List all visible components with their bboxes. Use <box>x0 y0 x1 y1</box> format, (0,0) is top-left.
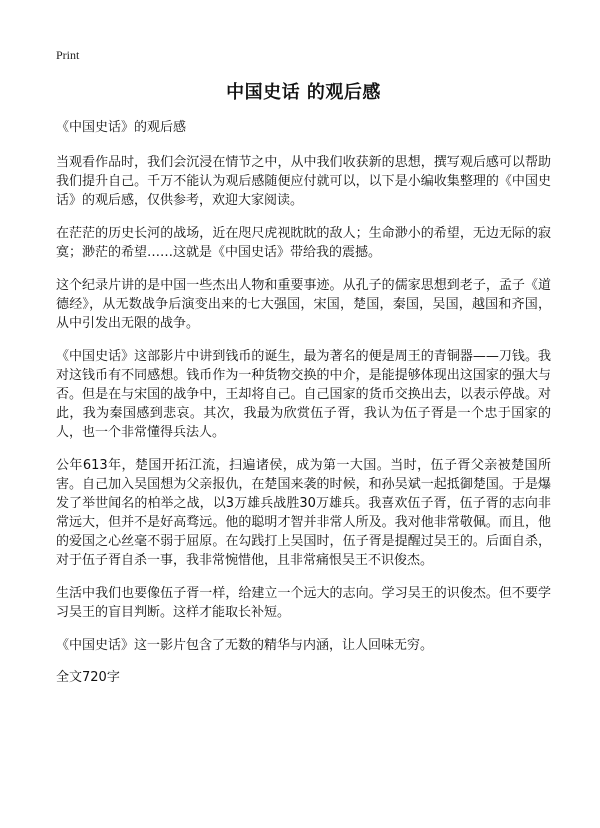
paragraph-intro: 当观看作品时，我们会沉浸在情节之中，从中我们收获新的思想，撰写观后感可以帮助我们提升自己。千万不能认为观后感随便应付就可以，以下是小编收集整理的《中国史话》的观后感，仅供参考，欢迎大家阅读。 <box>56 155 551 208</box>
paragraph-impression: 在茫茫的历史长河的战场，近在咫尺虎视眈眈的敌人；生命渺小的希望，无边无际的寂寞；渺茫的希望……这就是《中国史话》带给我的震撼。 <box>56 226 551 260</box>
word-count: 全文720字 <box>56 670 120 685</box>
article-subtitle: 《中国史话》的观后感 <box>56 120 187 135</box>
paragraph-content: 这个纪录片讲的是中国一些杰出人物和重要事迹。从孔子的儒家思想到老子，孟子《道德经》，从无数战争后演变出来的七大强国，宋国，楚国，秦国，吴国，越国和齐国，从中引发出无限的战争。 <box>56 278 551 331</box>
paragraph-conclusion: 《中国史话》这一影片包含了无数的精华与内涵，让人回味无穷。 <box>56 638 434 653</box>
paragraph-lesson: 生活中我们也要像伍子胥一样，给建立一个远大的志向。学习吴王的识俊杰。但不要学习吴王的盲目判断。这样才能取长补短。 <box>56 586 551 620</box>
print-link[interactable]: Print <box>56 48 80 62</box>
page-title: 中国史话 的观后感 <box>226 82 381 103</box>
paragraph-wu-zixu: 公年613年，楚国开拓江流，扫遍诸侯，成为第一大国。当时，伍子胥父亲被楚国所害。自己加入吴国想为父亲报仇，在楚国来袭的时候，和孙吴斌一起抵御楚国。于是爆发了举世闻名的柏举之战，以3万雄兵战胜30万雄兵。我喜欢伍子胥，伍子胥的志向非常远大，但并不是好高骛远。他的聪明才智并非常人所及。我对他非常敬佩。而且，他的爱国之心丝毫不弱于屈原。在勾践打上吴国时，伍子胥是提醒过吴王的。后面自杀，对于伍子胥自杀一事，我非常惋惜他，且非常痛恨吴王不识俊杰。 <box>56 458 551 568</box>
paragraph-currency: 《中国史话》这部影片中讲到钱币的诞生，最为著名的便是周王的青铜器——刀钱。我对这钱币有不同感想。钱币作为一种货物交换的中介，是能提够体现出这国家的强大与否。但是在与宋国的战争中，王却将自己。自己国家的货币交换出去，以表示停战。对此，我为秦国感到悲哀。其次，我最为欣赏伍子胥，我认为伍子胥是一个忠于国家的人，也一个非常懂得兵法人。 <box>56 349 551 440</box>
